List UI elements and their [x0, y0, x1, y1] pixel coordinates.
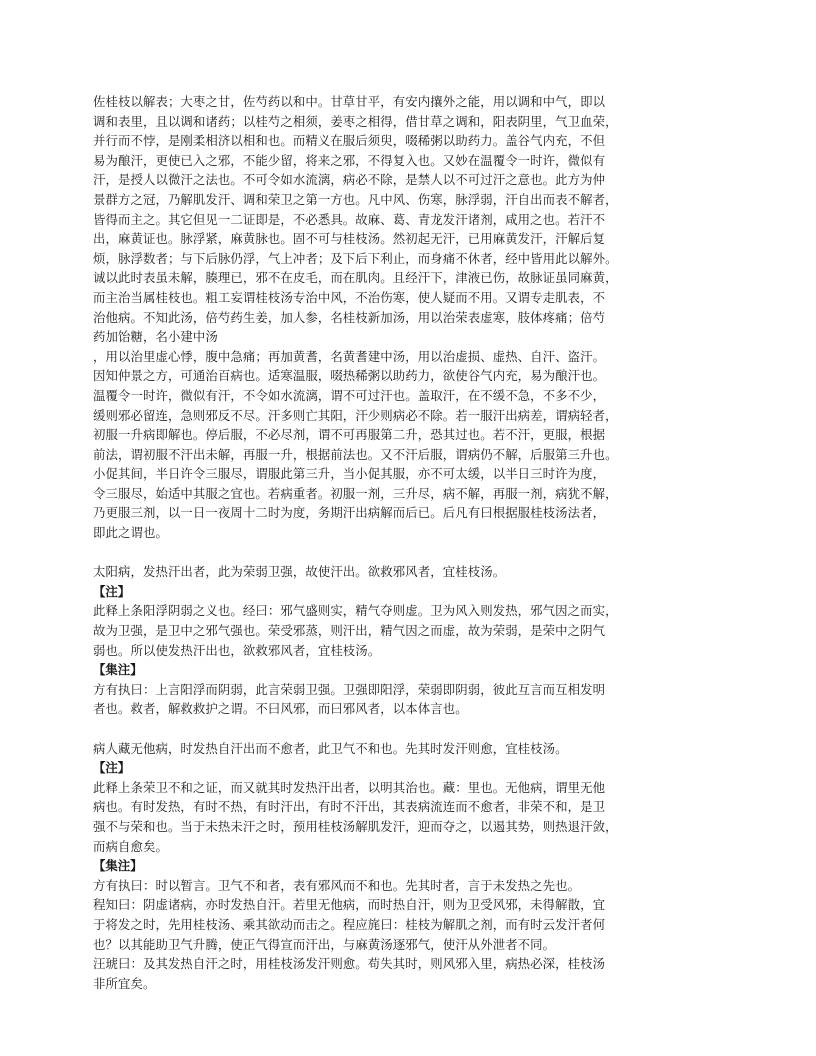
text-line: 景群方之冠，乃解肌发汗、调和荣卫之第一方也。凡中风、伤寒，脉浮弱，汗自出而表不解者，	[93, 191, 618, 207]
text-line: 病也。有时发热，有时不热，有时汗出，有时不汗出，其表病流连而不愈者，非荣不和，是卫	[93, 799, 606, 815]
text-line: 药加饴糖，名小建中汤	[93, 329, 218, 345]
paragraph-gap	[93, 543, 725, 563]
text-line: 太阳病，发热汗出者，此为荣弱卫强，故使汗出。欲救邪风者，宜桂枝汤。	[93, 564, 506, 580]
text-line: 小促其间，半日许令三服尽，谓服此第三升，当小促其服，亦不可太缓，以半日三时许为度，	[93, 466, 606, 482]
paragraph-gap	[93, 719, 725, 739]
paragraph-commentary	[93, 92, 725, 543]
text-line: 温覆令一时许，微似有汗，不令如水流漓，谓不可过汗也。盖取汗，在不缓不急，不多不少，	[93, 387, 606, 403]
text-line: 方有执曰：上言阳浮而阴弱，此言荣弱卫强。卫强即阳浮，荣弱即阴弱，彼此互言而互相发明	[93, 681, 606, 697]
document-page	[93, 92, 725, 993]
text-line: 程知曰：阴虚诸病，亦时发热自汗。若里无他病，而时热自汗，则为卫受风邪，未得解散，宜	[93, 897, 606, 913]
section-heading-note: 【注】	[93, 760, 131, 776]
text-line: 即此之谓也。	[93, 525, 168, 541]
text-line: 而主治当属桂枝也。粗工妄谓桂枝汤专治中风，不治伤寒，使人疑而不用。又谓专走肌表，不	[93, 289, 606, 305]
text-line: 而病自愈矣。	[93, 838, 168, 854]
section-heading-collected-notes: 【集注】	[93, 858, 143, 874]
text-line: 缓则邪必留连，急则邪反不尽。汗多则亡其阳，汗少则病必不除。若一服汗出病差，谓病轻者，	[93, 407, 618, 423]
text-line: 佐桂枝以解表；大枣之甘，佐芍药以和中。甘草甘平，有安内攘外之能，用以调和中气，即以	[93, 94, 606, 109]
paragraph-note	[93, 778, 725, 856]
text-line: 非所宜矣。	[93, 975, 156, 991]
paragraph-collected-notes	[93, 876, 725, 994]
text-line: 因知仲景之方，可通治百病也。适寒温服，啜热稀粥以助药力，欲使谷气内充，易为酿汗也。	[93, 368, 606, 384]
paragraph-note	[93, 601, 725, 660]
text-line: 此释上条荣卫不和之证，而又就其时发热汗出者，以明其治也。藏：里也。无他病，谓里无他	[93, 779, 606, 795]
text-line: 故为卫强，是卫中之邪气强也。荣受邪蒸，则汗出，精气因之而虚，故为荣弱，是荣中之阴气	[93, 623, 606, 639]
text-line: 初服一升病即解也。停后服，不必尽剂，谓不可再服第二升，恐其过也。若不汗，更服，根据	[93, 427, 606, 443]
text-line: 弱也。所以使发热汗出也，欲救邪风者，宜桂枝汤。	[93, 642, 381, 658]
text-line: ，用以治里虚心悸，腹中急痛；再加黄耆，名黄耆建中汤，用以治虚损、虚热、自汗、盗汗。	[93, 348, 606, 364]
section-heading-note: 【注】	[93, 583, 131, 599]
text-line: 易为酿汗，更使已入之邪，不能少留，将来之邪，不得复入也。又妙在温覆令一时许，微似有	[93, 152, 606, 168]
text-line: 强不与荣和也。当于未热未汗之时，预用桂枝汤解肌发汗，迎而夺之，以遏其势，则热退汗敛，	[93, 818, 618, 834]
text-line: 者也。救者，解救救护之谓。不曰风邪，而曰邪风者，以本体言也。	[93, 701, 468, 717]
text-line: 于将发之时，先用桂枝汤、乘其欲动而击之。程应旄曰：桂枝为解肌之剂，而有时云发汗者何	[93, 916, 606, 932]
text-line: 治他病。不知此汤，倍芍药生姜，加人参，名桂枝新加汤，用以治荣表虚寒，肢体疼痛；倍芍	[93, 309, 606, 325]
paragraph-clause	[93, 562, 725, 582]
paragraph-collected-notes	[93, 680, 725, 719]
text-line: 出，麻黄证也。脉浮紧，麻黄脉也。固不可与桂枝汤。然初起无汗，已用麻黄发汗，汗解后复	[93, 231, 606, 247]
text-line: 汗，是授人以微汗之法也。不可令如水流漓，病必不除，是禁人以不可过汗之意也。此方为仲	[93, 172, 606, 188]
text-line: 也？以其能助卫气升腾，使正气得宣而汗出，与麻黄汤逐邪气，使汗从外泄者不同。	[93, 936, 556, 952]
text-line: 病人藏无他病，时发热自汗出而不愈者，此卫气不和也。先其时发汗则愈，宜桂枝汤。	[93, 740, 568, 756]
text-line: 乃更服三剂，以一日一夜周十二时为度，务期汗出病解而后已。后凡有曰根据服桂枝汤法者，	[93, 505, 606, 521]
text-line: 调和表里，且以调和诸药；以桂芍之相须，姜枣之相得，借甘草之调和，阳表阴里，气卫血荣，	[93, 113, 618, 129]
text-line: 皆得而主之。其它但见一二证即是，不必悉具。故麻、葛、青龙发汗诸剂，咸用之也。若汗不	[93, 211, 606, 227]
text-line: 汪琥曰：及其发热自汗之时，用桂枝汤发汗则愈。苟失其时，则风邪入里，病热必深，桂枝汤	[93, 956, 606, 972]
text-line: 并行而不悖，是刚柔相济以相和也。而精义在服后须臾，啜稀粥以助药力。盖谷气内充，不但	[93, 133, 606, 149]
paragraph-clause	[93, 739, 725, 759]
text-line: 方有执曰：时以暂言。卫气不和者，表有邪风而不和也。先其时者，言于未发热之先也。	[93, 877, 581, 893]
text-line: 诚以此时表虽未解，腠理已，邪不在皮毛，而在肌肉。且经汗下，津液已伤，故脉证虽同麻黄，	[93, 270, 618, 286]
text-line: 烦，脉浮数者；与下后脉仍浮，气上冲者；及下后下利止，而身痛不休者，经中皆用此以解外。	[93, 250, 618, 266]
text-line: 令三服尽，始适中其服之宜也。若病重者。初服一剂，三升尽，病不解，再服一剂，病犹不解，	[93, 485, 618, 501]
text-line: 此释上条阳浮阴弱之义也。经曰：邪气盛则实，精气夺则虚。卫为风入则发热，邪气因之而实，	[93, 603, 618, 619]
section-heading-collected-notes: 【集注】	[93, 662, 143, 678]
text-line: 前法，谓初服不汗出未解，再服一升，根据前法也。又不汗后服，谓病仍不解，后服第三升也。	[93, 446, 618, 462]
